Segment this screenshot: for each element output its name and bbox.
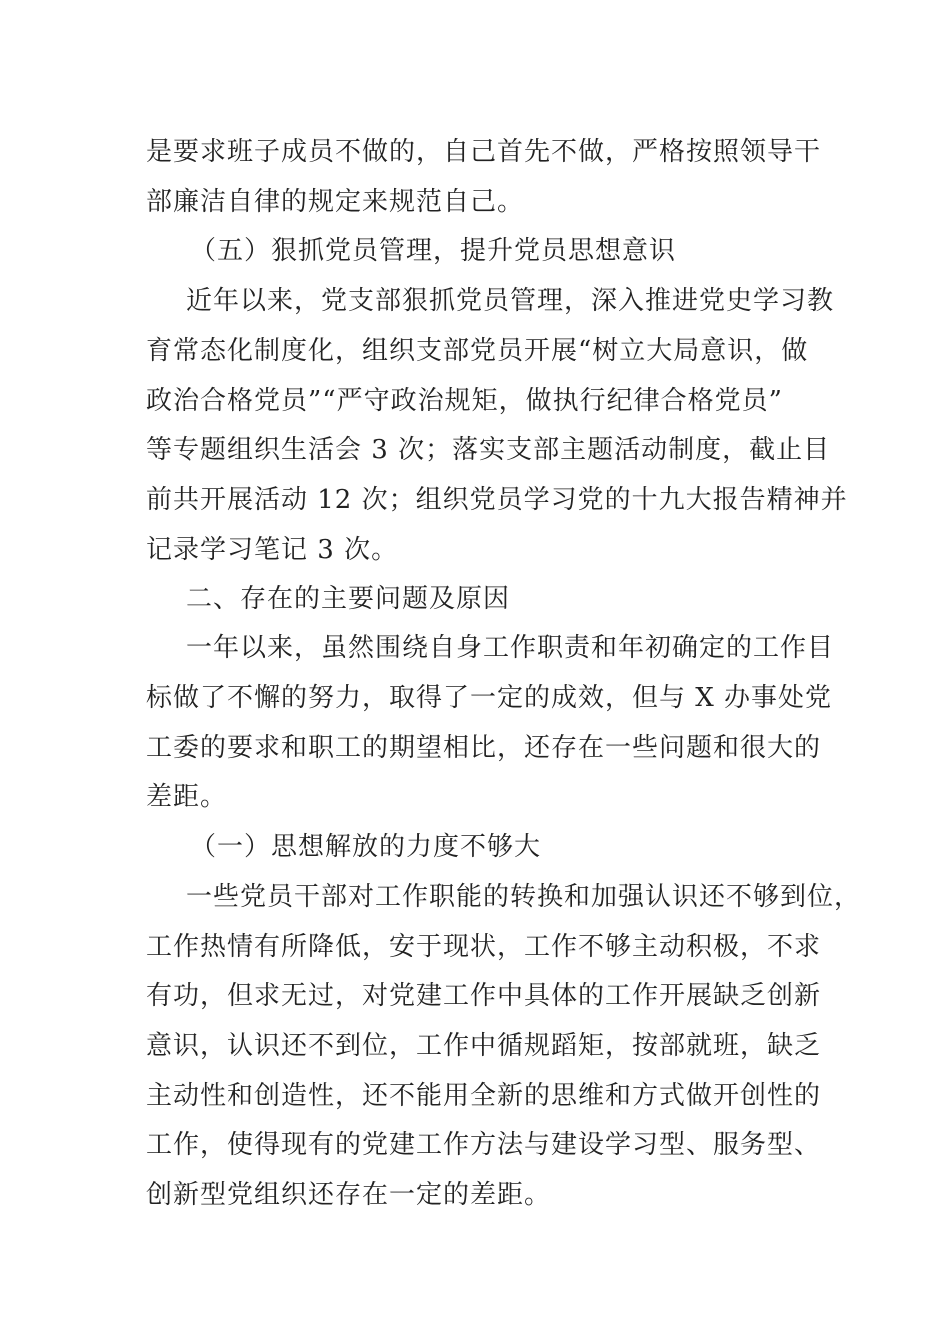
body-text-line: 部廉洁自律的规定来规范自己。 [146, 187, 525, 217]
body-text-line: 是要求班子成员不做的，自己首先不做，严格按照领导干 [146, 137, 822, 167]
body-text-line: 有功，但求无过，对党建工作中具体的工作开展缺乏创新 [146, 981, 822, 1011]
body-text-line: 标做了不懈的努力，取得了一定的成效，但与 X 办事处党 [146, 683, 833, 713]
body-text-line: 工作，使得现有的党建工作方法与建设学习型、服务型、 [146, 1130, 822, 1160]
body-text-line: 一些党员干部对工作职能的转换和加强认识还不够到位， [186, 882, 862, 912]
body-text-line: 前共开展活动 12 次；组织党员学习党的十九大报告精神并 [146, 485, 848, 515]
body-text-line: 意识，认识还不到位，工作中循规蹈矩，按部就班，缺乏 [146, 1031, 822, 1061]
body-text-line: 一年以来，虽然围绕自身工作职责和年初确定的工作目 [186, 633, 835, 663]
section-heading: （一）思想解放的力度不够大 [190, 832, 542, 862]
body-text-line: 差距。 [146, 782, 228, 812]
section-heading: （五）狠抓党员管理，提升党员思想意识 [190, 236, 677, 266]
body-text-line: 育常态化制度化，组织支部党员开展“树立大局意识，做 [146, 336, 809, 366]
chapter-heading: 二、存在的主要问题及原因 [186, 584, 511, 614]
body-text-line: 创新型党组织还存在一定的差距。 [146, 1180, 552, 1210]
body-text-line: 等专题组织生活会 3 次；落实支部主题活动制度，截止目 [146, 435, 831, 465]
body-text-line: 工委的要求和职工的期望相比，还存在一些问题和很大的 [146, 733, 822, 763]
body-text-line: 近年以来，党支部狠抓党员管理，深入推进党史学习教 [186, 286, 835, 316]
body-text-line: 主动性和创造性，还不能用全新的思维和方式做开创性的 [146, 1081, 822, 1111]
body-text-line: 政治合格党员”“严守政治规矩，做执行纪律合格党员” [146, 386, 783, 416]
body-text-line: 工作热情有所降低，安于现状，工作不够主动积极，不求 [146, 932, 822, 962]
body-text-line: 记录学习笔记 3 次。 [146, 535, 399, 565]
